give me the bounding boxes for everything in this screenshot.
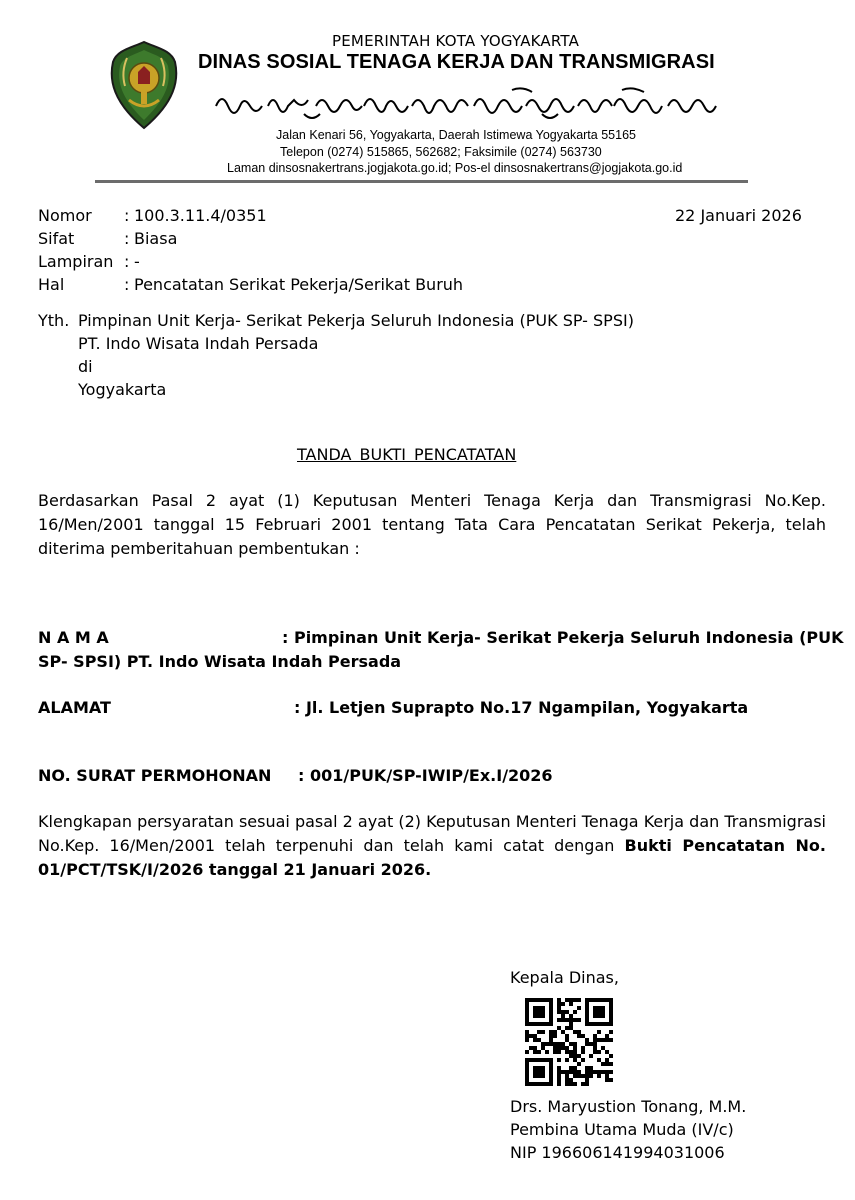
alamat-label: ALAMAT — [38, 698, 111, 717]
closing-paragraph — [38, 810, 826, 882]
agency-name: DINAS SOSIAL TENAGA KERJA DAN TRANSMIGRASI — [198, 51, 715, 73]
recipient-line4: Yogyakarta — [78, 380, 167, 399]
hal-label: Hal — [38, 275, 65, 294]
recipient-prefix: Yth. — [38, 311, 70, 330]
nama-value: : Pimpinan Unit Kerja- Serikat Pekerja Seluruh Indonesia (PUK — [282, 628, 844, 647]
government-name: PEMERINTAH KOTA YOGYAKARTA — [332, 32, 580, 50]
nama-value-cont: SP- SPSI) PT. Indo Wisata Indah Persada — [38, 652, 402, 671]
city-crest-logo — [109, 40, 179, 130]
colon: : — [124, 252, 130, 271]
qr-code-image — [525, 998, 613, 1086]
document-title: TANDA BUKTI PENCATATAN — [297, 445, 517, 464]
closing-bold-text: Bukti Pencatatan No. 01/PCT/TSK/I/2026 tanggal 21 Januari 2026. — [38, 836, 826, 879]
intro-paragraph: Berdasarkan Pasal 2 ayat (1) Keputusan Menteri Tenaga Kerja dan Transmigrasi No.Kep. 16/Men/2001 tanggal 15 Februari 2001 tentang Tata Cara Pencatatan Serikat Pekerja, telah diterima pemberitahuan pembentukan : — [38, 491, 826, 558]
nama-label: N A M A — [38, 628, 109, 647]
nomor-label: Nomor — [38, 206, 92, 225]
recipient-line3: di — [78, 357, 93, 376]
signer-position: Kepala Dinas, — [510, 968, 619, 987]
nomor-row — [38, 206, 267, 225]
sifat-label: Sifat — [38, 229, 75, 248]
closing-text: Klengkapan persyaratan sesuai pasal 2 ayat (2) Keputusan Menteri Tenaga Kerja dan Transmigrasi No.Kep. 16/Men/2001 telah terpenuhi dan telah kami catat dengan — [38, 812, 826, 855]
hal-row — [38, 275, 463, 294]
lampiran-value: - — [134, 252, 140, 271]
signer-name: Drs. Maryustion Tonang, M.M. — [510, 1097, 747, 1116]
alamat-value: : Jl. Letjen Suprapto No.17 Ngampilan, Yogyakarta — [294, 698, 749, 717]
nomor-value: 100.3.11.4/0351 — [134, 206, 267, 225]
javanese-script-image — [212, 84, 730, 122]
surat-value: : 001/PUK/SP-IWIP/Ex.I/2026 — [298, 766, 553, 785]
sifat-value: Biasa — [134, 229, 178, 248]
lampiran-row — [38, 252, 140, 271]
recipient-line2: PT. Indo Wisata Indah Persada — [78, 334, 319, 353]
hal-value: Pencatatan Serikat Pekerja/Serikat Buruh — [134, 275, 464, 294]
sifat-row — [38, 229, 177, 248]
signer-rank: Pembina Utama Muda (IV/c) — [510, 1120, 734, 1139]
lampiran-label: Lampiran — [38, 252, 114, 271]
agency-phone: Telepon (0274) 515865, 562682; Faksimile (0274) 563730 — [280, 145, 602, 159]
colon: : — [124, 275, 130, 294]
signer-nip: NIP 196606141994031006 — [510, 1143, 725, 1162]
agency-address: Jalan Kenari 56, Yogyakarta, Daerah Istimewa Yogyakarta 55165 — [276, 128, 636, 142]
agency-web: Laman dinsosnakertrans.jogjakota.go.id; Pos-el dinsosnakertrans@jogjakota.go.id — [227, 161, 683, 175]
letter-date: 22 Januari 2026 — [675, 206, 802, 225]
recipient-line1: Pimpinan Unit Kerja- Serikat Pekerja Seluruh Indonesia (PUK SP- SPSI) — [78, 311, 634, 330]
colon: : — [124, 206, 130, 225]
surat-label: NO. SURAT PERMOHONAN — [38, 766, 272, 785]
colon: : — [124, 229, 130, 248]
header-divider — [95, 180, 748, 183]
